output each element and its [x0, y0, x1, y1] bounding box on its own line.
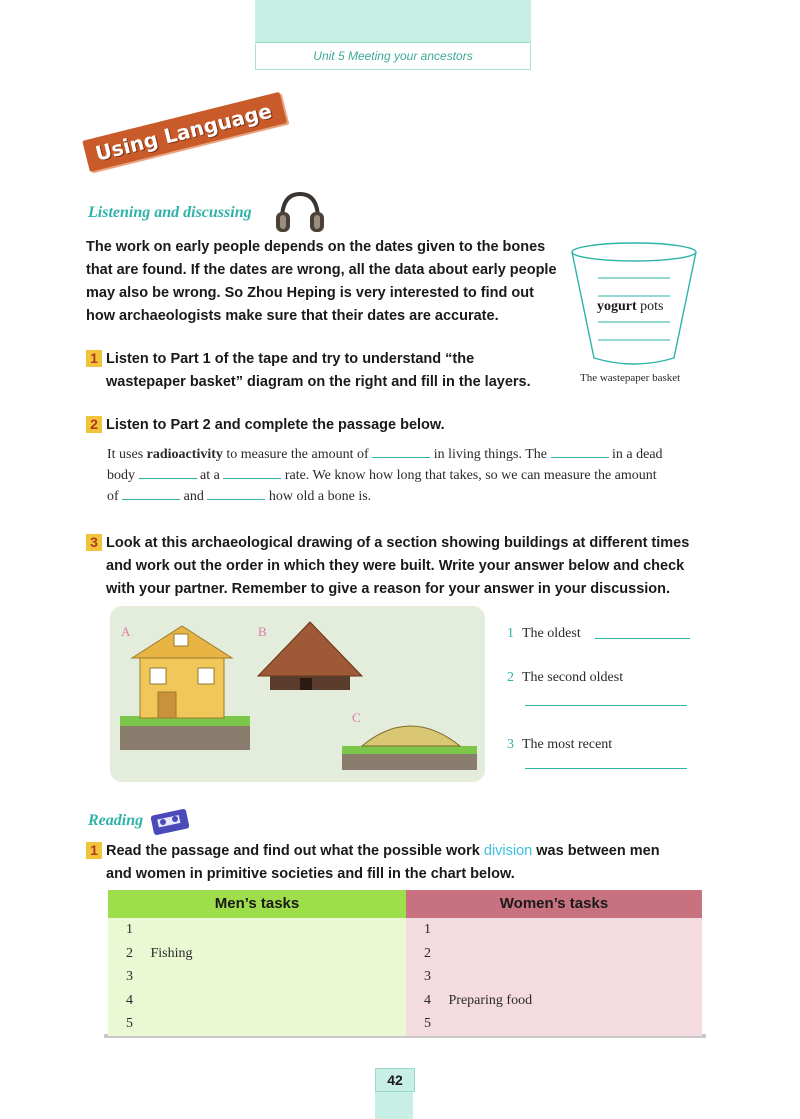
- page-number: 42: [375, 1068, 415, 1092]
- table-row[interactable]: 4: [126, 992, 133, 1008]
- men-header: Men’s tasks: [108, 890, 406, 918]
- basket-layer-label: [597, 299, 664, 315]
- passage-text: of: [107, 489, 123, 504]
- answer-number: 3: [507, 737, 514, 752]
- listening-question-1: [86, 348, 566, 394]
- passage-text: in a dead: [608, 447, 663, 462]
- buildings-illustration: [110, 606, 485, 787]
- headphones-icon: [272, 190, 328, 239]
- header-divider: [255, 42, 531, 43]
- answer-line[interactable]: [525, 705, 687, 706]
- answer-second-oldest: [507, 670, 623, 686]
- table-row[interactable]: 4 Preparing food: [424, 992, 533, 1008]
- listening-question-2: [86, 414, 445, 437]
- unit-title: Unit 5 Meeting your ancestors: [255, 44, 531, 70]
- blank-field[interactable]: [223, 465, 281, 479]
- blank-field[interactable]: [207, 486, 265, 500]
- answer-label: The oldest: [522, 626, 581, 641]
- reading-question-1: [86, 840, 706, 886]
- footer-band: [375, 1092, 413, 1119]
- tasks-chart: [108, 890, 702, 1036]
- listening-question-3: [86, 532, 706, 601]
- blank-field[interactable]: [372, 444, 430, 458]
- reading-q1-text: Read the passage and find out what the possible work: [106, 843, 484, 859]
- passage-text: at a: [196, 468, 224, 483]
- listening-heading: Listening and discussing: [88, 204, 252, 221]
- table-row[interactable]: 2 Fishing: [126, 945, 193, 961]
- table-row[interactable]: 1: [424, 922, 431, 937]
- table-row[interactable]: 3: [126, 969, 133, 984]
- q1-line-1: Listen to Part 1 of the tape and try to understand “the: [106, 351, 475, 367]
- question-number: 1: [86, 842, 102, 859]
- answer-line[interactable]: [595, 638, 690, 639]
- passage-text: how old a bone is.: [265, 489, 372, 504]
- label-c: C: [352, 710, 361, 725]
- question-number: 2: [86, 416, 102, 433]
- q3-line-3: with your partner. Remember to give a reason for your answer in your discussion.: [106, 581, 671, 597]
- table-row[interactable]: 5: [126, 1016, 133, 1031]
- label-a: A: [121, 624, 131, 639]
- women-header: Women’s tasks: [406, 890, 702, 918]
- highlighted-word: division: [483, 843, 533, 859]
- passage-text: It uses: [107, 447, 147, 462]
- passage-text: to measure the amount of: [222, 447, 373, 462]
- cassette-icon: [150, 808, 192, 841]
- answer-oldest: [507, 626, 581, 642]
- intro-line: The work on early people depends on the dates given to the bones: [86, 239, 546, 255]
- question-number: 3: [86, 534, 102, 551]
- question-number: 1: [86, 350, 102, 367]
- passage-text: rate. We know how long that takes, so we can measure the amount: [281, 468, 657, 483]
- intro-line: may also be wrong. So Zhou Heping is very interested to find out: [86, 285, 534, 301]
- table-row[interactable]: 2: [424, 945, 431, 961]
- basket-word-rest: pots: [636, 299, 664, 314]
- answer-most-recent: [507, 737, 612, 753]
- blank-field[interactable]: [122, 486, 180, 500]
- q2-passage: [107, 444, 707, 507]
- basket-word-bold: yogurt: [597, 299, 637, 314]
- passage-text: body: [107, 468, 139, 483]
- q3-line-2: and work out the order in which they were built. Write your answer below and check: [106, 558, 685, 574]
- intro-line: how archaeologists make sure that their dates are accurate.: [86, 308, 499, 324]
- intro-paragraph: [86, 236, 566, 328]
- answer-label: The second oldest: [522, 670, 624, 685]
- blank-field[interactable]: [139, 465, 197, 479]
- passage-bold: radioactivity: [146, 447, 223, 462]
- reading-q1-line-2: and women in primitive societies and fill in the chart below.: [106, 866, 515, 882]
- intro-line: that are found. If the dates are wrong, all the data about early people: [86, 262, 557, 278]
- blank-field[interactable]: [551, 444, 609, 458]
- passage-text: and: [180, 489, 208, 504]
- passage-text: in living things. The: [430, 447, 551, 462]
- table-row[interactable]: 3: [424, 969, 431, 984]
- reading-heading: Reading: [88, 812, 144, 829]
- banner-text: Using Language: [82, 92, 287, 172]
- q3-line-1: Look at this archaeological drawing of a section showing buildings at different times: [106, 535, 690, 551]
- answer-label: The most recent: [522, 737, 613, 752]
- men-column: [108, 918, 406, 1036]
- using-language-banner: [82, 92, 287, 172]
- table-row[interactable]: 5: [424, 1016, 431, 1031]
- q2-instruction: Listen to Part 2 and complete the passage below.: [106, 417, 445, 433]
- header-band: [255, 0, 531, 42]
- label-b: B: [258, 624, 267, 639]
- answer-number: 2: [507, 670, 514, 685]
- reading-q1-text: was between men: [532, 843, 660, 859]
- table-row[interactable]: 1: [126, 922, 133, 937]
- q1-line-2: wastepaper basket” diagram on the right and fill in the layers.: [106, 374, 531, 390]
- basket-caption: The wastepaper basket: [580, 372, 681, 384]
- answer-number: 1: [507, 626, 514, 641]
- women-column: [406, 918, 702, 1036]
- answer-line[interactable]: [525, 768, 687, 769]
